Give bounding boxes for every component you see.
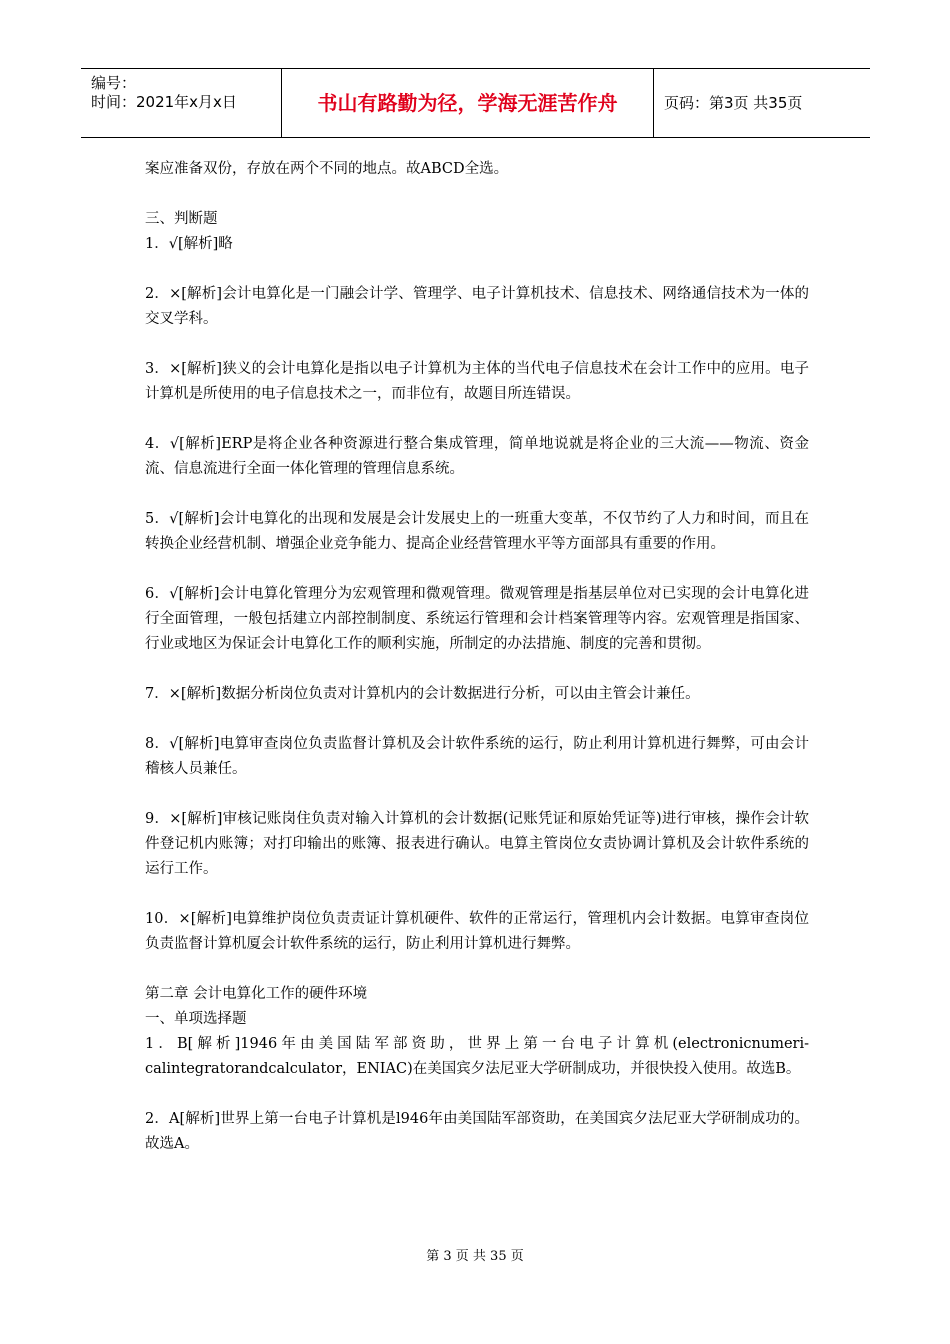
section-heading: 三、判断题 xyxy=(145,211,218,227)
header-motto: 书山有路勤为径，学海无涯苦作舟 xyxy=(282,69,654,137)
answer-item-continuation: calintegratorandcalculator，ENIAC)在美国宾夕法尼亚大学研制成功，并很快投入使用。故选B。 xyxy=(145,1061,801,1077)
header-page-code: 页码：第3页 共35页 xyxy=(664,94,803,112)
header-left-cell xyxy=(81,69,282,137)
answer-item: 2．×[解析]会计电算化是一门融会计学、管理学、电子计算机技术、信息技术、网络通信技术为一体的交叉学科。 xyxy=(145,286,809,327)
answer-item: 3．×[解析]狭义的会计电算化是指以电子计算机为主体的当代电子信息技术在会计工作中的应用。电子计算机是所使用的电子信息技术之一，而非位有，故题目所连错误。 xyxy=(145,361,809,402)
answer-item: 10．×[解析]电算维护岗位负责责证计算机硬件、软件的正常运行，管理机内会计数据。电算审查岗位负责监督计算机厦会计软件系统的运行，防止利用计算机进行舞弊。 xyxy=(145,911,809,952)
answer-item-line: 1．B[解析]1946年由美国陆军部资助，世界上第一台电子计算机(electronicnumeri- xyxy=(145,1036,809,1052)
page-footer: 第 3 页 共 35 页 xyxy=(426,1249,524,1264)
section-heading: 一、单项选择题 xyxy=(145,1011,247,1027)
page-header xyxy=(81,68,870,138)
answer-item: 9．×[解析]审核记账岗住负责对输入计算机的会计数据(记账凭证和原始凭证等)进行审核，操作会计软件登记机内账簿；对打印输出的账簿、报表进行确认。电算主管岗位女责协调计算机及会计软件系统的运行工作。 xyxy=(145,811,809,877)
answer-item: 1．√[解析]略 xyxy=(145,236,233,252)
answer-item: 5．√[解析]会计电算化的出现和发展是会计发展史上的一班重大变革，不仅节约了人力和时间，而且在转换企业经营机制、增强企业竞争能力、提高企业经营管理水平等方面部具有重要的作用。 xyxy=(145,511,809,552)
document-body xyxy=(145,157,809,1157)
chapter-heading: 第二章 会计电算化工作的硬件环境 xyxy=(145,986,368,1002)
code-label: 编号： xyxy=(91,74,137,92)
answer-item: 6．√[解析]会计电算化管理分为宏观管理和微观管理。微观管理是指基层单位对已实现的会计电算化进行全面管理，一般包括建立内部控制制度、系统运行管理和会计档案管理等内容。宏观管理是指国家、行业或地区为保证会计电算化工作的顺利实施，所制定的办法措施、制度的完善和贯彻。 xyxy=(145,586,809,652)
date-line: 时间：2021年x月x日 xyxy=(91,93,237,111)
answer-item: 4．√[解析]ERP是将企业各种资源进行整合集成管理，简单地说就是将企业的三大流——物流、资金流、信息流进行全面一体化管理的管理信息系统。 xyxy=(145,436,809,477)
answer-item: 7．×[解析]数据分析岗位负责对计算机内的会计数据进行分析，可以由主管会计兼任。 xyxy=(145,686,700,702)
answer-item: 2．A[解析]世界上第一台电子计算机是l946年由美国陆军部资助，在美国宾夕法尼亚大学研制成功的。故选A。 xyxy=(145,1111,809,1152)
answer-item: 8．√[解析]电算审查岗位负责监督计算机及会计软件系统的运行，防止利用计算机进行舞弊，可由会计稽核人员兼任。 xyxy=(145,736,809,777)
paragraph: 案应准备双份，存放在两个不同的地点。故ABCD全选。 xyxy=(145,161,509,177)
